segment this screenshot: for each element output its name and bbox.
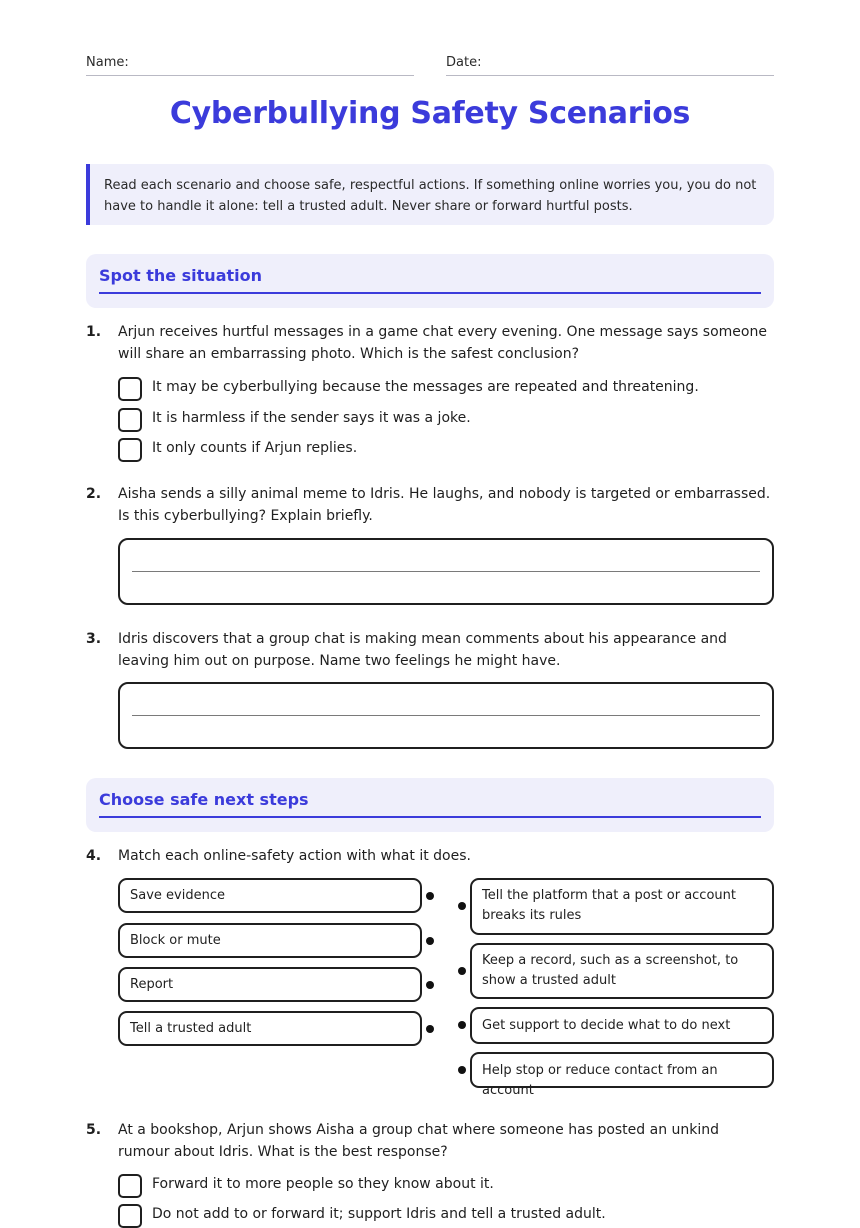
question-number: 3. [86, 631, 102, 647]
question-2-answer-box[interactable] [118, 538, 774, 605]
header-fields [86, 54, 774, 76]
match-right-item[interactable]: Help stop or reduce contact from an account [470, 1052, 774, 1088]
option-text: It is harmless if the sender says it was a joke. [152, 410, 471, 426]
answer-line [132, 715, 760, 716]
match-right-item[interactable]: Keep a record, such as a screenshot, to show a trusted adult [470, 943, 774, 999]
match-left-dot[interactable] [426, 1025, 434, 1033]
section-title: Choose safe next steps [99, 790, 309, 809]
checkbox[interactable] [118, 1174, 142, 1198]
match-right-dot[interactable] [458, 1066, 466, 1074]
match-right-item[interactable]: Get support to decide what to do next [470, 1007, 774, 1044]
option-text: It only counts if Arjun replies. [152, 440, 358, 456]
match-right-dot[interactable] [458, 967, 466, 975]
option-text: Forward it to more people so they know about it. [152, 1176, 494, 1192]
match-left-item[interactable]: Block or mute [118, 923, 422, 958]
question-3-answer-box[interactable] [118, 682, 774, 749]
match-left-dot[interactable] [426, 937, 434, 945]
question-number: 5. [86, 1122, 102, 1138]
question-text: Idris discovers that a group chat is making mean comments about his appearance and leaving him out on purpose. Name two feelings he might have. [118, 631, 727, 669]
date-field[interactable] [446, 54, 774, 76]
answer-line [132, 571, 760, 572]
name-field[interactable] [86, 54, 414, 76]
question-number: 4. [86, 848, 102, 864]
section-title: Spot the situation [99, 266, 263, 285]
question-number: 1. [86, 324, 102, 340]
section-header-choose-safe-next-steps [86, 778, 774, 832]
checkbox[interactable] [118, 377, 142, 401]
option-text: Do not add to or forward it; support Idris and tell a trusted adult. [152, 1206, 606, 1222]
instructions-callout: Read each scenario and choose safe, respectful actions. If something online worries you, you do not have to handle it alone: tell a trusted adult. Never share or forward hurtful posts. [86, 164, 774, 225]
match-left-item[interactable]: Save evidence [118, 878, 422, 913]
question-text: At a bookshop, Arjun shows Aisha a group chat where someone has posted an unkind rumour about Idris. What is the best response? [118, 1122, 720, 1160]
section-header-spot-the-situation [86, 254, 774, 308]
section-underline [99, 292, 761, 294]
option-text: It may be cyberbullying because the messages are repeated and threatening. [152, 379, 699, 395]
match-left-item[interactable]: Tell a trusted adult [118, 1011, 422, 1046]
section-underline [99, 816, 761, 818]
checkbox[interactable] [118, 1204, 142, 1228]
question-text: Aisha sends a silly animal meme to Idris. He laughs, and nobody is targeted or embarrassed. Is this cyberbullying? Explain briefly. [118, 486, 771, 524]
question-number: 2. [86, 486, 102, 502]
page-title: Cyberbullying Safety Scenarios [169, 96, 691, 131]
match-left-item[interactable]: Report [118, 967, 422, 1002]
match-left-dot[interactable] [426, 981, 434, 989]
question-text: Match each online-safety action with what it does. [118, 848, 471, 864]
match-right-dot[interactable] [458, 902, 466, 910]
checkbox[interactable] [118, 438, 142, 462]
match-right-item[interactable]: Tell the platform that a post or account breaks its rules [470, 878, 774, 935]
match-left-dot[interactable] [426, 892, 434, 900]
name-label: Name: [86, 55, 129, 70]
match-right-dot[interactable] [458, 1021, 466, 1029]
date-label: Date: [446, 55, 482, 70]
checkbox[interactable] [118, 408, 142, 432]
question-text: Arjun receives hurtful messages in a game chat every evening. One message says someone will share an embarrassing photo. Which is the safest conclusion? [118, 324, 767, 362]
